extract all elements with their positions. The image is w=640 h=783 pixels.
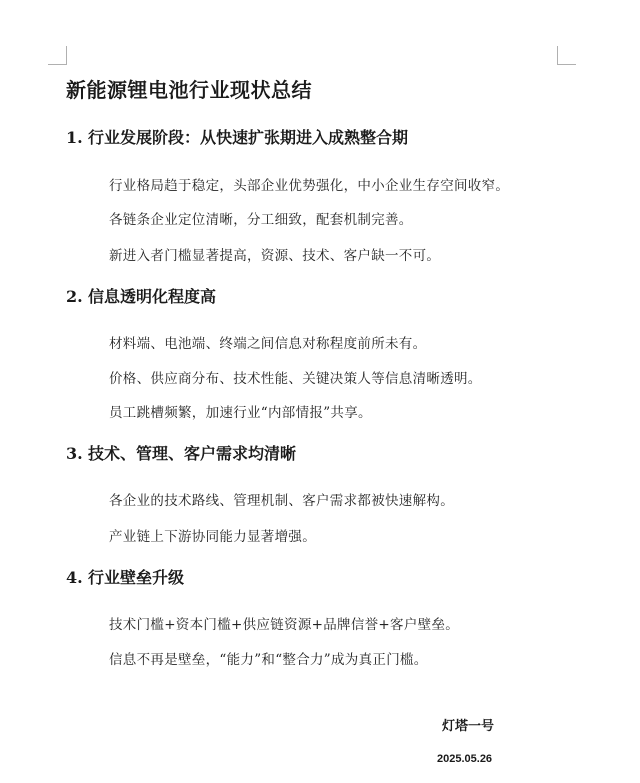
section-number: 3. [66,444,83,463]
paragraph: 新进入者门槛显著提高，资源、技术、客户缺一不可。 [109,248,441,264]
section-3 [66,443,586,465]
paragraph: 员工跳槽频繁，加速行业“内部情报”共享。 [109,405,372,421]
document-date: 2025.05.26 [437,753,493,765]
section-1 [66,127,586,149]
section-title: 行业壁垒升级 [88,568,185,587]
paragraph: 价格、供应商分布、技术性能、关键决策人等信息清晰透明。 [109,371,482,387]
section-title: 技术、管理、客户需求均清晰 [88,444,297,463]
section-number: 2. [66,287,83,306]
author-signature: 灯塔一号 [442,719,495,734]
section-4 [66,567,586,589]
crop-mark-top-left [48,46,67,65]
section-heading [66,286,586,308]
section-title: 行业发展阶段：从快速扩张期进入成熟整合期 [88,128,409,147]
crop-mark-top-right [557,46,576,65]
section-number: 1. [66,128,83,147]
section-heading [66,567,586,589]
document-title: 新能源锂电池行业现状总结 [66,78,312,102]
paragraph: 各链条企业定位清晰，分工细致，配套机制完善。 [109,212,413,228]
paragraph: 材料端、电池端、终端之间信息对称程度前所未有。 [109,336,427,352]
paragraph: 技术门槛+资本门槛+供应链资源+品牌信誉+客户壁垒。 [109,617,460,633]
section-heading [66,127,586,149]
section-2 [66,286,586,308]
section-number: 4. [66,568,83,587]
paragraph: 产业链上下游协同能力显著增强。 [109,529,316,545]
paragraph: 信息不再是壁垒，“能力”和“整合力”成为真正门槛。 [109,652,428,668]
section-heading [66,443,586,465]
paragraph: 行业格局趋于稳定，头部企业优势强化，中小企业生存空间收窄。 [109,178,510,194]
section-title: 信息透明化程度高 [88,287,217,306]
paragraph: 各企业的技术路线、管理机制、客户需求都被快速解构。 [109,493,454,509]
